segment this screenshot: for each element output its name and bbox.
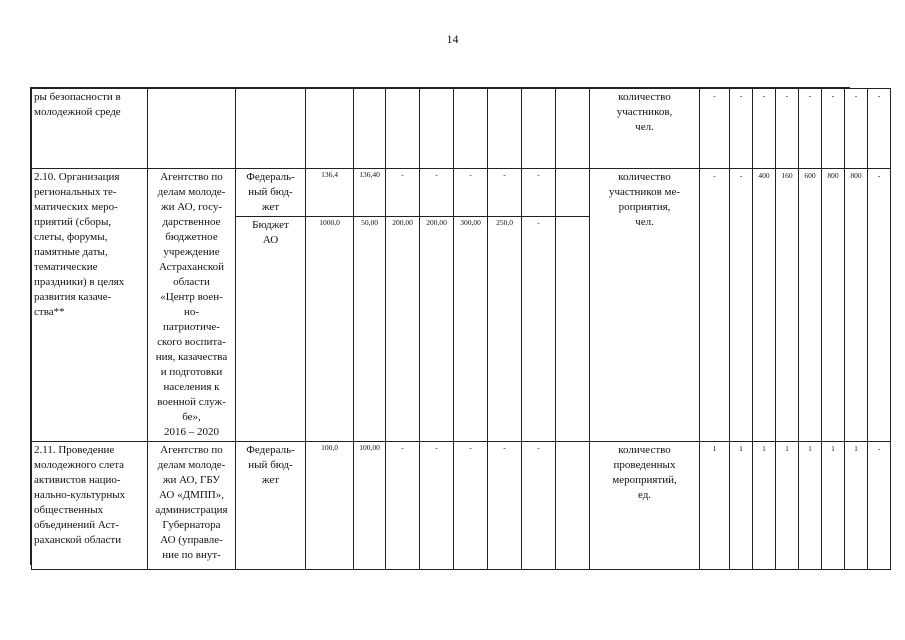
target-value-cell: 1 (845, 442, 868, 570)
value-cell: - (522, 217, 556, 442)
value-cell (556, 169, 590, 217)
target-value-cell: 1 (799, 442, 822, 570)
target-value-cell: 400 (753, 169, 776, 442)
target-value-cell: - (868, 89, 891, 169)
target-value-cell: 800 (845, 169, 868, 442)
value-cell (454, 89, 488, 169)
value-cell: 200,00 (420, 217, 454, 442)
target-value-cell: - (868, 442, 891, 570)
program-table-grid (31, 88, 891, 570)
value-cell: 200,00 (386, 217, 420, 442)
value-cell: 300,00 (454, 217, 488, 442)
source-cell (236, 89, 306, 169)
indicator-cell: количество участников ме- роприятия, чел. (590, 169, 700, 442)
value-cell (556, 442, 590, 570)
event-name-cell: 2.11. Проведение молодежного слета активистов нацио- нально-культурных общественных объединений Аст- раханской области (32, 442, 148, 570)
value-cell: 136,40 (354, 169, 386, 217)
value-cell (354, 89, 386, 169)
table-row (32, 442, 891, 570)
indicator-cell: количество проведенных мероприятий, ед. (590, 442, 700, 570)
value-cell: 100,00 (354, 442, 386, 570)
value-cell: - (454, 169, 488, 217)
indicator-cell: количество участников, чел. (590, 89, 700, 169)
page-number: 14 (446, 32, 459, 46)
target-value-cell: 600 (799, 169, 822, 442)
value-cell: - (386, 442, 420, 570)
target-value-cell: - (700, 89, 730, 169)
event-name-cell: 2.10. Организация региональных те- матических меро- приятий (сборы, слеты, форумы, памятные даты, тематические праздники) в целях развития казаче- ства** (32, 169, 148, 442)
target-value-cell: - (845, 89, 868, 169)
table-row (32, 169, 891, 217)
target-value-cell: 800 (822, 169, 845, 442)
value-cell: 50,00 (354, 217, 386, 442)
target-value-cell: 1 (753, 442, 776, 570)
target-value-cell: - (753, 89, 776, 169)
value-cell: 1000,0 (306, 217, 354, 442)
value-cell: - (386, 169, 420, 217)
funding-source-cell: Федераль- ный бюд- жет (236, 442, 306, 570)
target-value-cell: 1 (700, 442, 730, 570)
value-cell: - (420, 169, 454, 217)
program-table (30, 87, 881, 565)
target-value-cell: 160 (776, 169, 799, 442)
value-cell: - (488, 442, 522, 570)
funding-source-cell: Бюджет АО (236, 217, 306, 442)
value-cell (556, 217, 590, 442)
table-row (32, 89, 891, 169)
value-cell (488, 89, 522, 169)
target-value-cell: - (822, 89, 845, 169)
value-cell: 136,4 (306, 169, 354, 217)
value-cell: - (522, 169, 556, 217)
value-cell (522, 89, 556, 169)
target-value-cell: - (730, 89, 753, 169)
value-cell: - (420, 442, 454, 570)
target-value-cell: - (700, 169, 730, 442)
funding-source-cell: Федераль- ный бюд- жет (236, 169, 306, 217)
target-value-cell: 1 (822, 442, 845, 570)
value-cell: 100,0 (306, 442, 354, 570)
value-cell: 250,0 (488, 217, 522, 442)
value-cell (556, 89, 590, 169)
executor-cell (148, 89, 236, 169)
target-value-cell: - (868, 169, 891, 442)
value-cell (306, 89, 354, 169)
target-value-cell: 1 (776, 442, 799, 570)
value-cell (420, 89, 454, 169)
target-value-cell: - (730, 169, 753, 442)
value-cell: - (522, 442, 556, 570)
value-cell: - (488, 169, 522, 217)
value-cell (386, 89, 420, 169)
executor-cell: Агентство по делам молоде- жи АО, госу- дарственное бюджетное учреждение Астраханской области «Центр воен- но- патриотиче- ского воспита- ния, казачества и подготовки населения к военной служ- бе», 2016 – 2020 (148, 169, 236, 442)
event-name-cell: ры безопасности в молодежной среде (32, 89, 148, 169)
target-value-cell: - (799, 89, 822, 169)
executor-cell: Агентство по делам молоде- жи АО, ГБУ АО «ДМПП», администрация Губернатора АО (управле- ние по внут- (148, 442, 236, 570)
target-value-cell: - (776, 89, 799, 169)
value-cell: - (454, 442, 488, 570)
target-value-cell: 1 (730, 442, 753, 570)
